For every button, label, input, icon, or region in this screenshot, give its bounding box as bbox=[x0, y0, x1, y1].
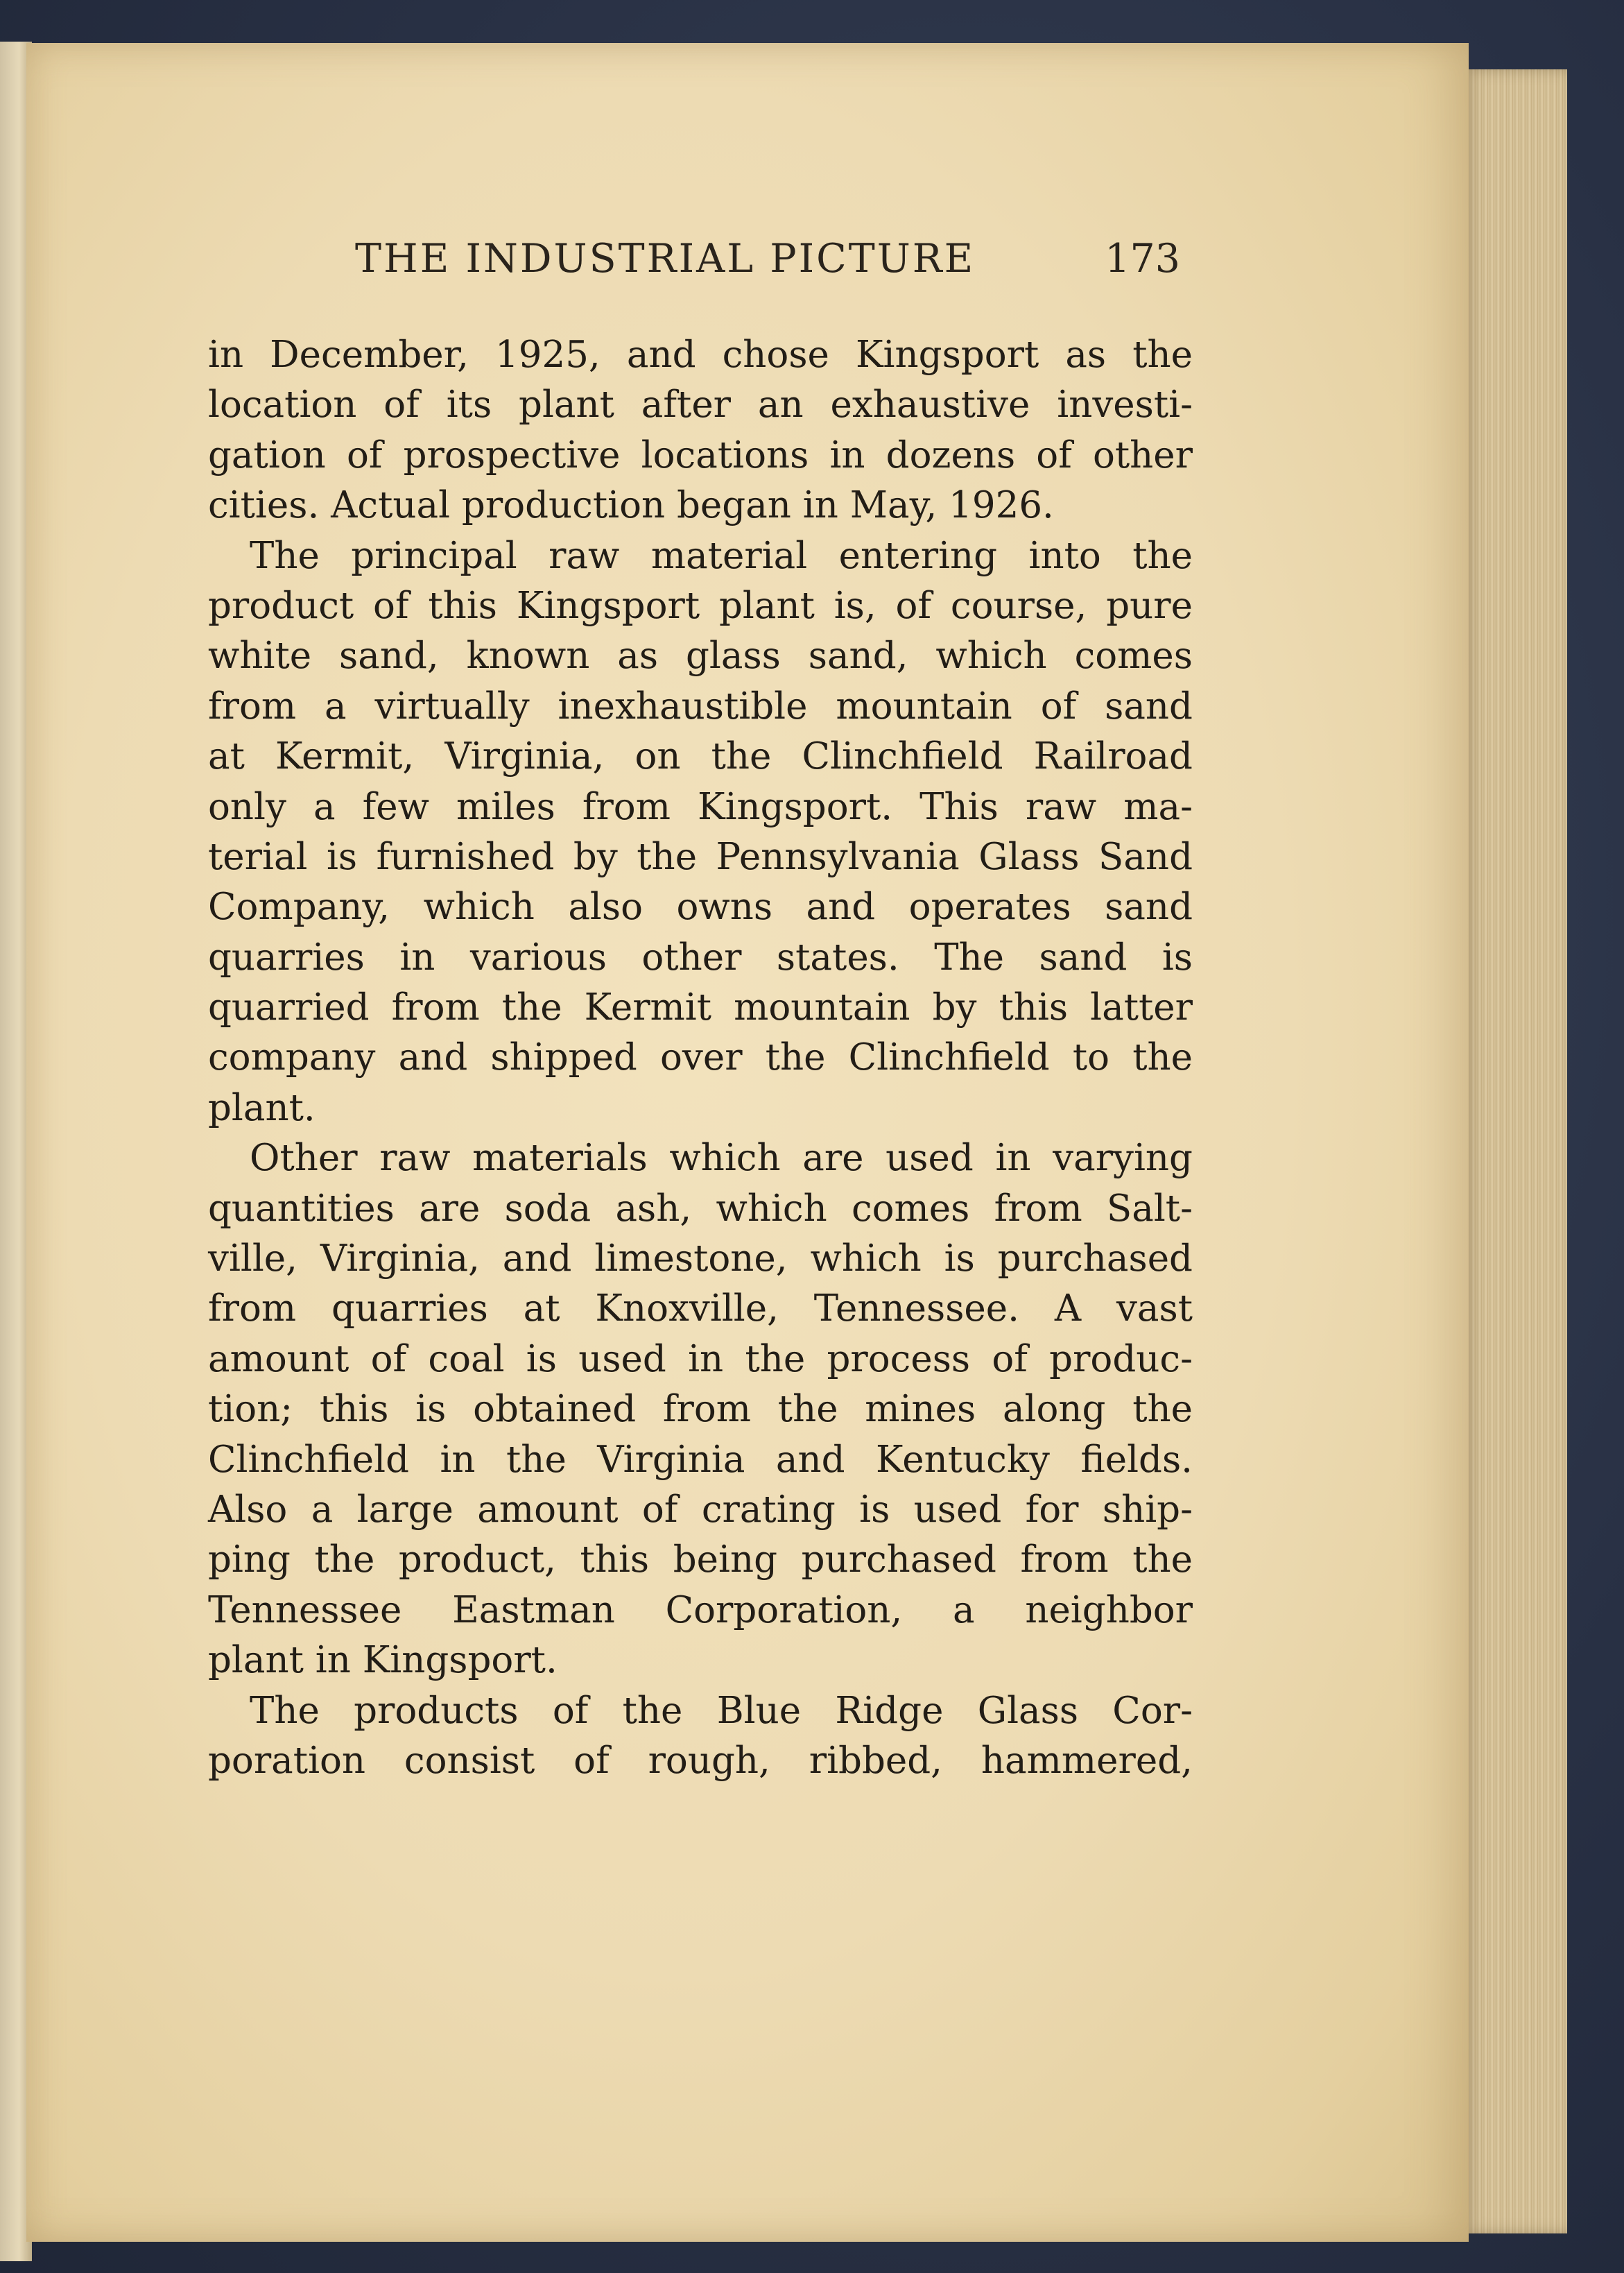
text-line: in December, 1925, and chose Kingsport as the bbox=[208, 334, 1193, 376]
text-line: product of this Kingsport plant is, of course, pure bbox=[208, 584, 1193, 627]
text-line: ping the product, this being purchased from the bbox=[208, 1538, 1193, 1581]
text-line: Other raw materials which are used in varying bbox=[250, 1137, 1193, 1180]
running-head: THE INDUSTRIAL PICTURE bbox=[355, 236, 976, 282]
body-text bbox=[208, 330, 1193, 1786]
text-line: quantities are soda ash, which comes from Salt- bbox=[208, 1187, 1193, 1230]
text-line: ville, Virginia, and limestone, which is purchased bbox=[208, 1237, 1193, 1280]
page-header bbox=[355, 236, 1180, 291]
text-line: The products of the Blue Ridge Glass Cor- bbox=[250, 1689, 1193, 1732]
text-line: from a virtually inexhaustible mountain of sand bbox=[208, 685, 1193, 728]
text-line: plant in Kingsport. bbox=[208, 1639, 558, 1682]
page-edges bbox=[1463, 69, 1567, 2233]
text-line: from quarries at Knoxville, Tennessee. A vast bbox=[208, 1287, 1193, 1330]
text-line: poration consist of rough, ribbed, hammered, bbox=[208, 1739, 1193, 1782]
page-number: 173 bbox=[1105, 236, 1180, 282]
text-line: Tennessee Eastman Corporation, a neighbor bbox=[208, 1588, 1193, 1631]
text-line: white sand, known as glass sand, which comes bbox=[208, 635, 1193, 678]
text-line: location of its plant after an exhaustive investi- bbox=[208, 384, 1193, 427]
text-line: quarried from the Kermit mountain by this latter bbox=[208, 986, 1193, 1029]
text-line: only a few miles from Kingsport. This raw ma- bbox=[208, 785, 1193, 828]
text-line: gation of prospective locations in dozens of other bbox=[208, 434, 1193, 477]
text-line: Clinchfield in the Virginia and Kentucky fields. bbox=[208, 1438, 1193, 1481]
text-line: Also a large amount of crating is used for ship- bbox=[208, 1488, 1193, 1531]
text-line: tion; this is obtained from the mines along the bbox=[208, 1388, 1193, 1431]
text-line: The principal raw material entering into the bbox=[250, 534, 1193, 577]
text-line: terial is furnished by the Pennsylvania Glass Sand bbox=[208, 835, 1193, 878]
text-line: amount of coal is used in the process of produc- bbox=[208, 1337, 1193, 1380]
text-line: quarries in various other states. The sand is bbox=[208, 936, 1193, 979]
text-line: company and shipped over the Clinchfield to the bbox=[208, 1036, 1193, 1079]
text-line: cities. Actual production began in May, 1926. bbox=[208, 484, 1054, 527]
text-line: Company, which also owns and operates sand bbox=[208, 886, 1193, 929]
text-line: plant. bbox=[208, 1086, 316, 1129]
text-line: at Kermit, Virginia, on the Clinchfield Railroad bbox=[208, 735, 1193, 778]
